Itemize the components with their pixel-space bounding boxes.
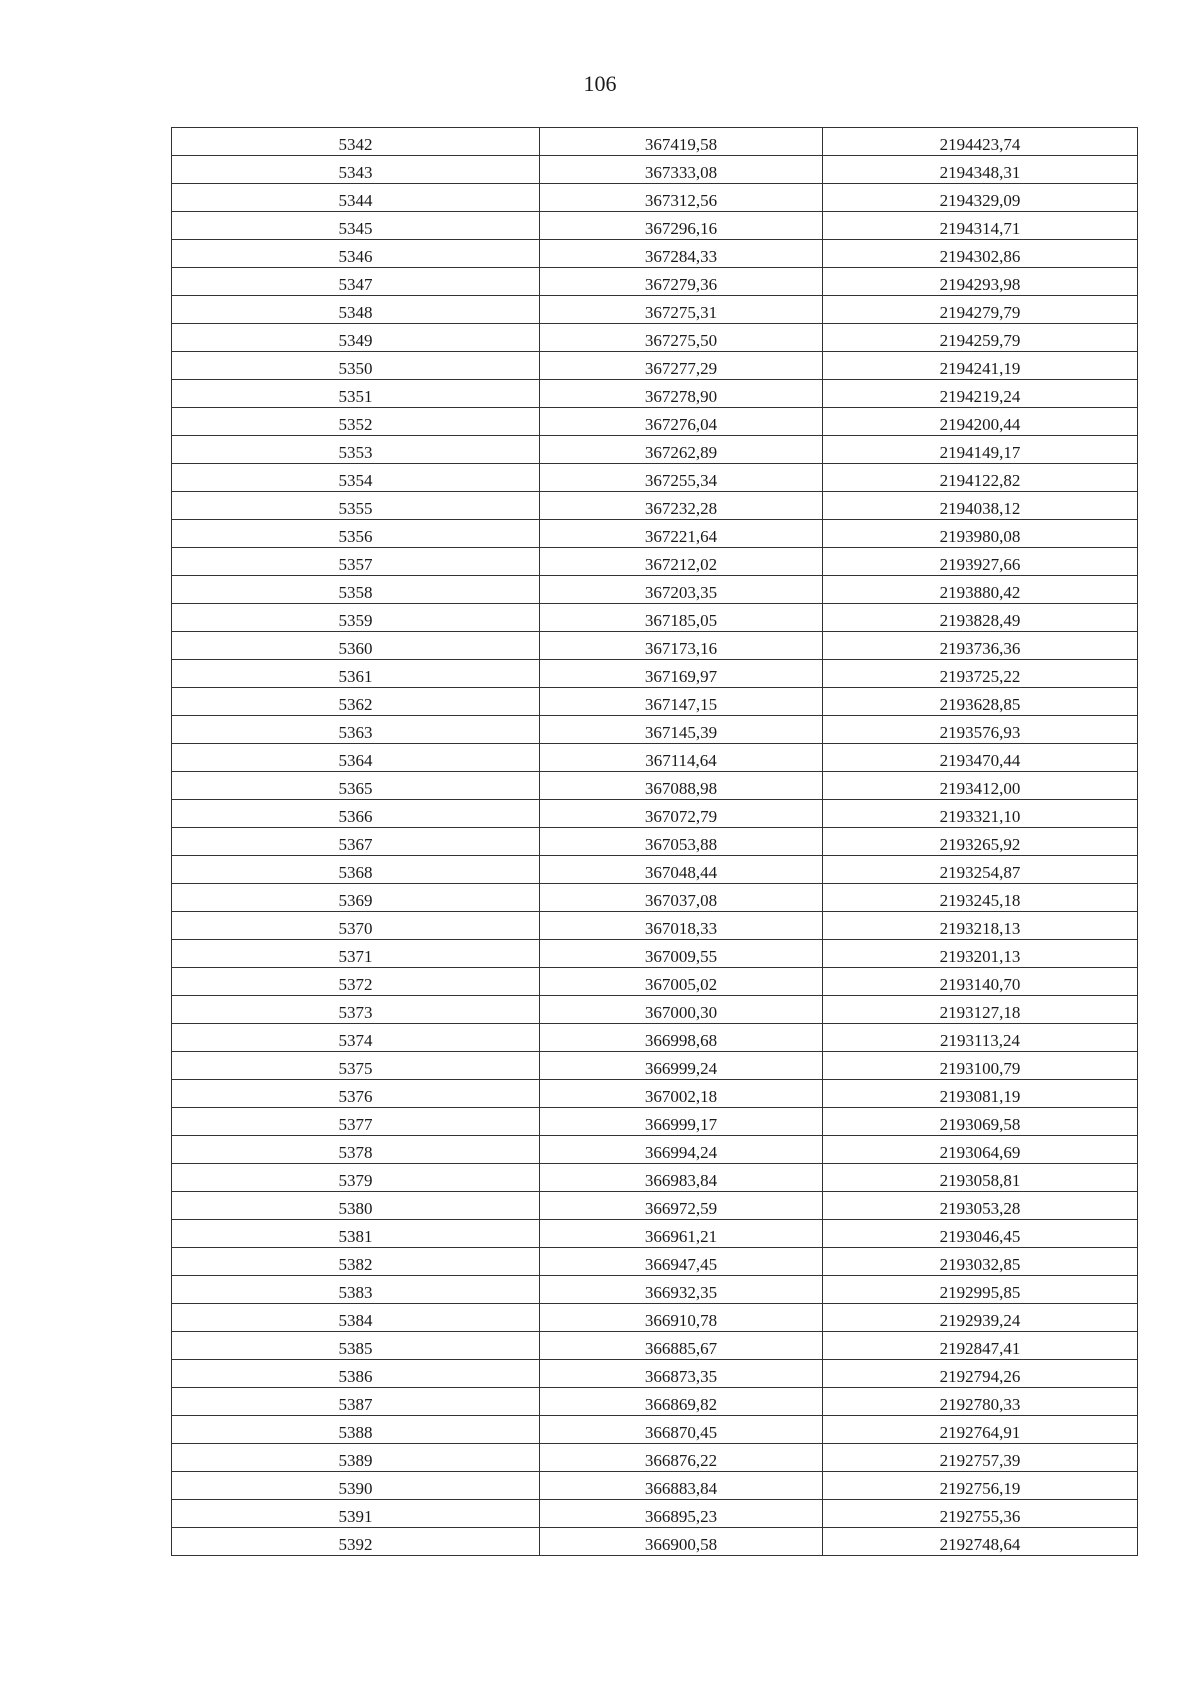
y-coordinate-cell: 2194122,82 bbox=[823, 464, 1138, 492]
y-coordinate-cell: 2193113,24 bbox=[823, 1024, 1138, 1052]
y-coordinate-cell: 2193201,13 bbox=[823, 940, 1138, 968]
table-row bbox=[172, 884, 1138, 912]
point-number-cell: 5381 bbox=[172, 1220, 540, 1248]
x-coordinate-cell: 367276,04 bbox=[540, 408, 823, 436]
y-coordinate-cell: 2193100,79 bbox=[823, 1052, 1138, 1080]
y-coordinate-cell: 2193470,44 bbox=[823, 744, 1138, 772]
table-row bbox=[172, 296, 1138, 324]
x-coordinate-cell: 367169,97 bbox=[540, 660, 823, 688]
point-number-cell: 5362 bbox=[172, 688, 540, 716]
x-coordinate-cell: 367185,05 bbox=[540, 604, 823, 632]
table-row bbox=[172, 1024, 1138, 1052]
x-coordinate-cell: 367145,39 bbox=[540, 716, 823, 744]
table-row bbox=[172, 716, 1138, 744]
point-number-cell: 5384 bbox=[172, 1304, 540, 1332]
x-coordinate-cell: 367053,88 bbox=[540, 828, 823, 856]
y-coordinate-cell: 2194038,12 bbox=[823, 492, 1138, 520]
x-coordinate-cell: 367018,33 bbox=[540, 912, 823, 940]
x-coordinate-cell: 366947,45 bbox=[540, 1248, 823, 1276]
table-row bbox=[172, 352, 1138, 380]
point-number-cell: 5386 bbox=[172, 1360, 540, 1388]
coordinates-table bbox=[171, 127, 1138, 1556]
x-coordinate-cell: 367048,44 bbox=[540, 856, 823, 884]
point-number-cell: 5349 bbox=[172, 324, 540, 352]
point-number-cell: 5342 bbox=[172, 128, 540, 156]
y-coordinate-cell: 2194302,86 bbox=[823, 240, 1138, 268]
table-row bbox=[172, 660, 1138, 688]
point-number-cell: 5390 bbox=[172, 1472, 540, 1500]
x-coordinate-cell: 366998,68 bbox=[540, 1024, 823, 1052]
y-coordinate-cell: 2193412,00 bbox=[823, 772, 1138, 800]
y-coordinate-cell: 2192755,36 bbox=[823, 1500, 1138, 1528]
y-coordinate-cell: 2193254,87 bbox=[823, 856, 1138, 884]
table-row bbox=[172, 492, 1138, 520]
table-row bbox=[172, 184, 1138, 212]
y-coordinate-cell: 2193058,81 bbox=[823, 1164, 1138, 1192]
table-row bbox=[172, 520, 1138, 548]
table-row bbox=[172, 1136, 1138, 1164]
point-number-cell: 5373 bbox=[172, 996, 540, 1024]
table-row bbox=[172, 912, 1138, 940]
point-number-cell: 5351 bbox=[172, 380, 540, 408]
x-coordinate-cell: 367296,16 bbox=[540, 212, 823, 240]
x-coordinate-cell: 366876,22 bbox=[540, 1444, 823, 1472]
table-row bbox=[172, 1052, 1138, 1080]
point-number-cell: 5357 bbox=[172, 548, 540, 576]
x-coordinate-cell: 367221,64 bbox=[540, 520, 823, 548]
point-number-cell: 5344 bbox=[172, 184, 540, 212]
point-number-cell: 5383 bbox=[172, 1276, 540, 1304]
x-coordinate-cell: 367262,89 bbox=[540, 436, 823, 464]
y-coordinate-cell: 2194279,79 bbox=[823, 296, 1138, 324]
table-row bbox=[172, 576, 1138, 604]
y-coordinate-cell: 2193218,13 bbox=[823, 912, 1138, 940]
table-row bbox=[172, 212, 1138, 240]
x-coordinate-cell: 367037,08 bbox=[540, 884, 823, 912]
point-number-cell: 5367 bbox=[172, 828, 540, 856]
table-row bbox=[172, 1276, 1138, 1304]
point-number-cell: 5348 bbox=[172, 296, 540, 324]
page-number: 106 bbox=[583, 71, 617, 96]
point-number-cell: 5379 bbox=[172, 1164, 540, 1192]
table-row bbox=[172, 240, 1138, 268]
point-number-cell: 5371 bbox=[172, 940, 540, 968]
x-coordinate-cell: 366873,35 bbox=[540, 1360, 823, 1388]
x-coordinate-cell: 367088,98 bbox=[540, 772, 823, 800]
y-coordinate-cell: 2194423,74 bbox=[823, 128, 1138, 156]
point-number-cell: 5350 bbox=[172, 352, 540, 380]
y-coordinate-cell: 2194348,31 bbox=[823, 156, 1138, 184]
table-row bbox=[172, 1528, 1138, 1556]
y-coordinate-cell: 2194293,98 bbox=[823, 268, 1138, 296]
y-coordinate-cell: 2193880,42 bbox=[823, 576, 1138, 604]
x-coordinate-cell: 366999,24 bbox=[540, 1052, 823, 1080]
x-coordinate-cell: 366910,78 bbox=[540, 1304, 823, 1332]
y-coordinate-cell: 2192780,33 bbox=[823, 1388, 1138, 1416]
y-coordinate-cell: 2194241,19 bbox=[823, 352, 1138, 380]
table-row bbox=[172, 408, 1138, 436]
table-row bbox=[172, 856, 1138, 884]
point-number-cell: 5343 bbox=[172, 156, 540, 184]
y-coordinate-cell: 2193081,19 bbox=[823, 1080, 1138, 1108]
point-number-cell: 5368 bbox=[172, 856, 540, 884]
table-row bbox=[172, 744, 1138, 772]
x-coordinate-cell: 367278,90 bbox=[540, 380, 823, 408]
point-number-cell: 5346 bbox=[172, 240, 540, 268]
x-coordinate-cell: 367005,02 bbox=[540, 968, 823, 996]
table-row bbox=[172, 1164, 1138, 1192]
y-coordinate-cell: 2193140,70 bbox=[823, 968, 1138, 996]
table-row bbox=[172, 324, 1138, 352]
point-number-cell: 5377 bbox=[172, 1108, 540, 1136]
y-coordinate-cell: 2194329,09 bbox=[823, 184, 1138, 212]
y-coordinate-cell: 2193576,93 bbox=[823, 716, 1138, 744]
table-row bbox=[172, 968, 1138, 996]
x-coordinate-cell: 366870,45 bbox=[540, 1416, 823, 1444]
point-number-cell: 5391 bbox=[172, 1500, 540, 1528]
table-row bbox=[172, 156, 1138, 184]
x-coordinate-cell: 367232,28 bbox=[540, 492, 823, 520]
x-coordinate-cell: 367173,16 bbox=[540, 632, 823, 660]
x-coordinate-cell: 366869,82 bbox=[540, 1388, 823, 1416]
y-coordinate-cell: 2193032,85 bbox=[823, 1248, 1138, 1276]
table-row bbox=[172, 1388, 1138, 1416]
y-coordinate-cell: 2193245,18 bbox=[823, 884, 1138, 912]
y-coordinate-cell: 2193053,28 bbox=[823, 1192, 1138, 1220]
y-coordinate-cell: 2193980,08 bbox=[823, 520, 1138, 548]
x-coordinate-cell: 366961,21 bbox=[540, 1220, 823, 1248]
point-number-cell: 5359 bbox=[172, 604, 540, 632]
y-coordinate-cell: 2193628,85 bbox=[823, 688, 1138, 716]
x-coordinate-cell: 367002,18 bbox=[540, 1080, 823, 1108]
x-coordinate-cell: 367000,30 bbox=[540, 996, 823, 1024]
x-coordinate-cell: 366999,17 bbox=[540, 1108, 823, 1136]
point-number-cell: 5369 bbox=[172, 884, 540, 912]
x-coordinate-cell: 366972,59 bbox=[540, 1192, 823, 1220]
point-number-cell: 5388 bbox=[172, 1416, 540, 1444]
table-row bbox=[172, 828, 1138, 856]
point-number-cell: 5375 bbox=[172, 1052, 540, 1080]
y-coordinate-cell: 2193736,36 bbox=[823, 632, 1138, 660]
point-number-cell: 5358 bbox=[172, 576, 540, 604]
table-row bbox=[172, 1332, 1138, 1360]
x-coordinate-cell: 366994,24 bbox=[540, 1136, 823, 1164]
point-number-cell: 5355 bbox=[172, 492, 540, 520]
table-row bbox=[172, 1444, 1138, 1472]
table-row bbox=[172, 688, 1138, 716]
point-number-cell: 5387 bbox=[172, 1388, 540, 1416]
y-coordinate-cell: 2194314,71 bbox=[823, 212, 1138, 240]
point-number-cell: 5374 bbox=[172, 1024, 540, 1052]
x-coordinate-cell: 367212,02 bbox=[540, 548, 823, 576]
table-row bbox=[172, 996, 1138, 1024]
y-coordinate-cell: 2194259,79 bbox=[823, 324, 1138, 352]
x-coordinate-cell: 366932,35 bbox=[540, 1276, 823, 1304]
y-coordinate-cell: 2192748,64 bbox=[823, 1528, 1138, 1556]
point-number-cell: 5360 bbox=[172, 632, 540, 660]
y-coordinate-cell: 2194200,44 bbox=[823, 408, 1138, 436]
point-number-cell: 5365 bbox=[172, 772, 540, 800]
point-number-cell: 5347 bbox=[172, 268, 540, 296]
y-coordinate-cell: 2193725,22 bbox=[823, 660, 1138, 688]
y-coordinate-cell: 2192995,85 bbox=[823, 1276, 1138, 1304]
table-row bbox=[172, 772, 1138, 800]
y-coordinate-cell: 2193927,66 bbox=[823, 548, 1138, 576]
x-coordinate-cell: 367275,50 bbox=[540, 324, 823, 352]
table-row bbox=[172, 1248, 1138, 1276]
y-coordinate-cell: 2192756,19 bbox=[823, 1472, 1138, 1500]
table-row bbox=[172, 800, 1138, 828]
x-coordinate-cell: 367147,15 bbox=[540, 688, 823, 716]
point-number-cell: 5376 bbox=[172, 1080, 540, 1108]
x-coordinate-cell: 367072,79 bbox=[540, 800, 823, 828]
table-row bbox=[172, 1360, 1138, 1388]
table-row bbox=[172, 1304, 1138, 1332]
y-coordinate-cell: 2192764,91 bbox=[823, 1416, 1138, 1444]
y-coordinate-cell: 2194219,24 bbox=[823, 380, 1138, 408]
x-coordinate-cell: 367333,08 bbox=[540, 156, 823, 184]
table-row bbox=[172, 1192, 1138, 1220]
point-number-cell: 5372 bbox=[172, 968, 540, 996]
table-row bbox=[172, 380, 1138, 408]
point-number-cell: 5361 bbox=[172, 660, 540, 688]
y-coordinate-cell: 2192847,41 bbox=[823, 1332, 1138, 1360]
table-row bbox=[172, 1108, 1138, 1136]
point-number-cell: 5385 bbox=[172, 1332, 540, 1360]
point-number-cell: 5382 bbox=[172, 1248, 540, 1276]
y-coordinate-cell: 2193828,49 bbox=[823, 604, 1138, 632]
table-row bbox=[172, 1472, 1138, 1500]
x-coordinate-cell: 367114,64 bbox=[540, 744, 823, 772]
table-row bbox=[172, 548, 1138, 576]
table-row bbox=[172, 632, 1138, 660]
point-number-cell: 5366 bbox=[172, 800, 540, 828]
point-number-cell: 5353 bbox=[172, 436, 540, 464]
table-row bbox=[172, 1080, 1138, 1108]
point-number-cell: 5380 bbox=[172, 1192, 540, 1220]
x-coordinate-cell: 366885,67 bbox=[540, 1332, 823, 1360]
point-number-cell: 5378 bbox=[172, 1136, 540, 1164]
point-number-cell: 5389 bbox=[172, 1444, 540, 1472]
x-coordinate-cell: 367255,34 bbox=[540, 464, 823, 492]
y-coordinate-cell: 2192939,24 bbox=[823, 1304, 1138, 1332]
y-coordinate-cell: 2192757,39 bbox=[823, 1444, 1138, 1472]
x-coordinate-cell: 367419,58 bbox=[540, 128, 823, 156]
y-coordinate-cell: 2193127,18 bbox=[823, 996, 1138, 1024]
x-coordinate-cell: 367279,36 bbox=[540, 268, 823, 296]
x-coordinate-cell: 367284,33 bbox=[540, 240, 823, 268]
y-coordinate-cell: 2193265,92 bbox=[823, 828, 1138, 856]
table-row bbox=[172, 436, 1138, 464]
point-number-cell: 5352 bbox=[172, 408, 540, 436]
y-coordinate-cell: 2193064,69 bbox=[823, 1136, 1138, 1164]
x-coordinate-cell: 367312,56 bbox=[540, 184, 823, 212]
x-coordinate-cell: 367275,31 bbox=[540, 296, 823, 324]
table-row bbox=[172, 1220, 1138, 1248]
x-coordinate-cell: 367203,35 bbox=[540, 576, 823, 604]
point-number-cell: 5392 bbox=[172, 1528, 540, 1556]
y-coordinate-cell: 2194149,17 bbox=[823, 436, 1138, 464]
point-number-cell: 5345 bbox=[172, 212, 540, 240]
point-number-cell: 5356 bbox=[172, 520, 540, 548]
y-coordinate-cell: 2192794,26 bbox=[823, 1360, 1138, 1388]
table-row bbox=[172, 128, 1138, 156]
point-number-cell: 5370 bbox=[172, 912, 540, 940]
table-row bbox=[172, 268, 1138, 296]
x-coordinate-cell: 367277,29 bbox=[540, 352, 823, 380]
table-row bbox=[172, 1416, 1138, 1444]
x-coordinate-cell: 367009,55 bbox=[540, 940, 823, 968]
coordinates-table-body bbox=[172, 128, 1138, 1556]
point-number-cell: 5354 bbox=[172, 464, 540, 492]
table-row bbox=[172, 604, 1138, 632]
y-coordinate-cell: 2193069,58 bbox=[823, 1108, 1138, 1136]
point-number-cell: 5363 bbox=[172, 716, 540, 744]
x-coordinate-cell: 366895,23 bbox=[540, 1500, 823, 1528]
y-coordinate-cell: 2193046,45 bbox=[823, 1220, 1138, 1248]
x-coordinate-cell: 366900,58 bbox=[540, 1528, 823, 1556]
x-coordinate-cell: 366983,84 bbox=[540, 1164, 823, 1192]
point-number-cell: 5364 bbox=[172, 744, 540, 772]
table-row bbox=[172, 940, 1138, 968]
table-row bbox=[172, 464, 1138, 492]
x-coordinate-cell: 366883,84 bbox=[540, 1472, 823, 1500]
table-row bbox=[172, 1500, 1138, 1528]
y-coordinate-cell: 2193321,10 bbox=[823, 800, 1138, 828]
